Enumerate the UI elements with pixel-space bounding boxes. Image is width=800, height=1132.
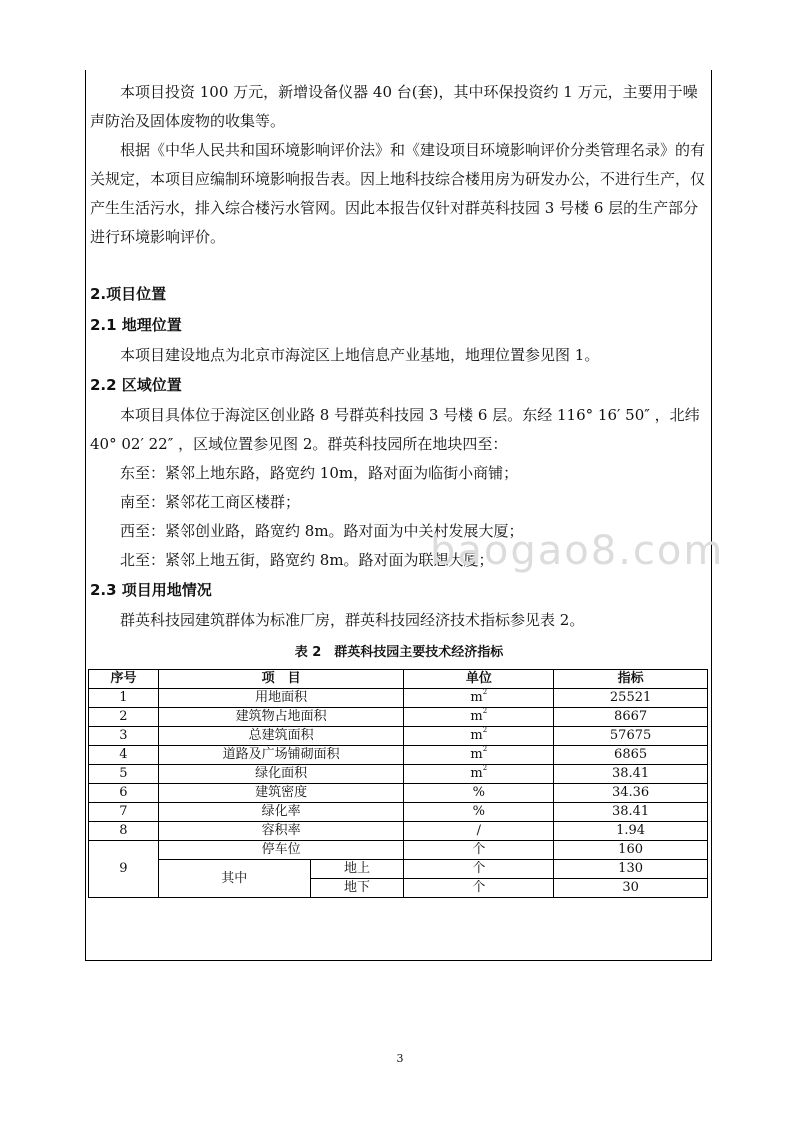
header-unit: 单位: [404, 670, 554, 689]
row-no: 9: [89, 841, 159, 898]
row-unit: [404, 822, 554, 841]
table-row: [89, 765, 708, 784]
table-row: [89, 727, 708, 746]
page-content: [90, 78, 708, 898]
unit-superscript: 2: [482, 764, 488, 772]
table-caption: 表 2 群英科技园主要技术经济指标: [294, 645, 504, 660]
row-item: 总建筑面积: [158, 727, 404, 746]
table-row: [89, 689, 708, 708]
row-unit: [404, 803, 554, 822]
row-item: 停车位: [158, 841, 404, 860]
row-no: 6: [89, 784, 159, 803]
unit-text: m: [470, 728, 483, 743]
row-value: 1.94: [554, 822, 708, 841]
unit-superscript: 2: [482, 745, 488, 753]
row-unit: [404, 689, 554, 708]
header-value: 指标: [554, 670, 708, 689]
paragraph-regulation: 根据《中华人民共和国环境影响评价法》和《建设项目环境影响评价分类管理名录》的有关规定，本项目应编制环境影响报告表。因上地科技综合楼用房为研发办公，不进行生产，仅产生生活污水，排入综合楼污水管网。因此本报告仅针对群英科技园 3 号楼 6 层的生产部分进行环境影响评价。: [90, 141, 706, 246]
row-value: 160: [554, 841, 708, 860]
row-value: 34.36: [554, 784, 708, 803]
table-row: [89, 803, 708, 822]
row-item: 道路及广场铺砌面积: [158, 746, 404, 765]
row-value: 130: [554, 860, 708, 879]
land-use-text: 群英科技园建筑群体为标准厂房，群英科技园经济技术指标参见表 2。: [120, 611, 585, 629]
row-unit: [404, 784, 554, 803]
row-no: 1: [89, 689, 159, 708]
row-unit: [404, 708, 554, 727]
row-value: 38.41: [554, 765, 708, 784]
table-row: [89, 841, 708, 860]
row-no: 3: [89, 727, 159, 746]
unit-text: m: [470, 766, 483, 781]
watermark: baogao8.com: [430, 528, 725, 574]
row-unit: [404, 727, 554, 746]
row-unit: 个: [404, 860, 554, 879]
area-location-text: 本项目具体位于海淀区创业路 8 号群英科技园 3 号楼 6 层。东经 116° 16′ 50″ ，北纬 40° 02′ 22″ ，区域位置参见图 2。群英科技园所在地块四至：: [90, 406, 700, 453]
row-unit: [404, 746, 554, 765]
row-value: 8667: [554, 708, 708, 727]
subsection-title-area: 2.2 区域位置: [90, 376, 182, 394]
row-no: 7: [89, 803, 159, 822]
row-item: 绿化面积: [158, 765, 404, 784]
table-row: [89, 860, 708, 879]
row-sub-item: 地下: [310, 879, 404, 898]
table-row: [89, 822, 708, 841]
row-sub-item: 地上: [310, 860, 404, 879]
indicator-table: [88, 669, 708, 898]
row-value: 57675: [554, 727, 708, 746]
unit-text: /: [476, 823, 482, 838]
row-item: 建筑密度: [158, 784, 404, 803]
geo-location-text: 本项目建设地点为北京市海淀区上地信息产业基地，地理位置参见图 1。: [120, 346, 600, 364]
header-item: 项 目: [158, 670, 404, 689]
table-header-row: [89, 670, 708, 689]
paragraph-investment: 本项目投资 100 万元，新增设备仪器 40 台(套)，其中环保投资约 1 万元，主要用于噪声防治及固体废物的收集等。: [90, 83, 698, 130]
table-row: [89, 708, 708, 727]
row-no: 2: [89, 708, 159, 727]
boundary-west: 西至：紧邻创业路，路宽约 8m。路对面为中关村发展大厦；: [120, 522, 524, 540]
unit-superscript: 2: [482, 707, 488, 715]
row-unit: 个: [404, 879, 554, 898]
row-no: 5: [89, 765, 159, 784]
subsection-title-geo: 2.1 地理位置: [90, 316, 182, 334]
row-value: 25521: [554, 689, 708, 708]
subsection-title-land-use: 2.3 项目用地情况: [90, 581, 212, 599]
header-no: 序号: [89, 670, 159, 689]
row-sub-label: 其中: [158, 860, 310, 898]
unit-text: m: [470, 747, 483, 762]
boundary-south: 南至：紧邻花工商区楼群；: [120, 493, 301, 511]
row-value: 6865: [554, 746, 708, 765]
unit-text: %: [472, 804, 485, 819]
row-value: 30: [554, 879, 708, 898]
unit-superscript: 2: [482, 726, 488, 734]
page-number: 3: [396, 1052, 404, 1065]
row-item: 绿化率: [158, 803, 404, 822]
row-unit: [404, 765, 554, 784]
unit-text: m: [470, 690, 483, 705]
row-item: 用地面积: [158, 689, 404, 708]
row-item: 建筑物占地面积: [158, 708, 404, 727]
row-item: 容积率: [158, 822, 404, 841]
table-row: [89, 746, 708, 765]
unit-superscript: 2: [482, 688, 488, 696]
row-value: 38.41: [554, 803, 708, 822]
boundary-north: 北至：紧邻上地五街，路宽约 8m。路对面为联想大厦；: [120, 551, 494, 569]
section-title-location: 2.项目位置: [90, 285, 167, 303]
row-no: 8: [89, 822, 159, 841]
unit-text: %: [472, 785, 485, 800]
unit-text: m: [470, 709, 483, 724]
row-unit: 个: [404, 841, 554, 860]
row-no: 4: [89, 746, 159, 765]
boundary-east: 东至：紧邻上地东路，路宽约 10m，路对面为临街小商铺；: [120, 464, 519, 482]
table-row: [89, 784, 708, 803]
